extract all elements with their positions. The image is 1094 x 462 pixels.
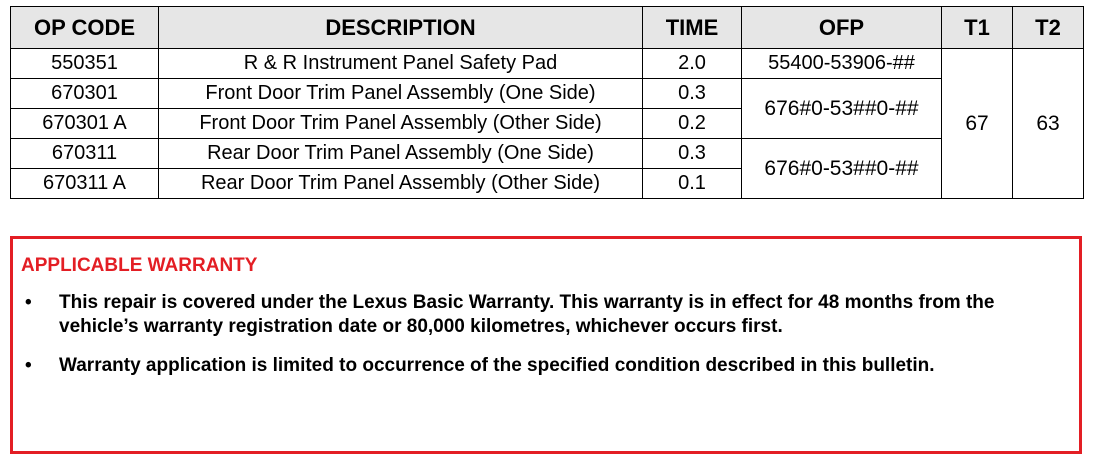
ofp-cell: 55400-53906-## — [742, 49, 942, 79]
ofp-cell: 676#0-53##0-## — [742, 79, 942, 139]
list-item — [13, 291, 1073, 339]
time-cell: 0.2 — [643, 109, 742, 139]
header-t2: T2 — [1013, 7, 1084, 49]
time-cell: 0.3 — [643, 79, 742, 109]
op-code-cell: 670311 — [11, 139, 159, 169]
warranty-list — [13, 291, 1073, 393]
ofp-cell: 676#0-53##0-## — [742, 139, 942, 199]
warranty-item-text: This repair is covered under the Lexus Basic Warranty. This warranty is in effect for 48 months from the vehicle’s warranty registration date or 80,000 kilometres, whichever occurs first. — [59, 292, 995, 337]
header-op-code: OP CODE — [11, 7, 159, 49]
time-cell: 0.1 — [643, 169, 742, 199]
op-code-cell: 550351 — [11, 49, 159, 79]
header-time: TIME — [643, 7, 742, 49]
table-row — [11, 79, 1084, 109]
list-item — [13, 354, 1073, 378]
header-t1: T1 — [942, 7, 1013, 49]
bullet-icon: • — [25, 355, 32, 376]
description-cell: Rear Door Trim Panel Assembly (One Side) — [159, 139, 643, 169]
op-code-cell: 670311 A — [11, 169, 159, 199]
applicable-warranty-box — [10, 236, 1082, 454]
description-cell: Front Door Trim Panel Assembly (One Side) — [159, 79, 643, 109]
header-ofp: OFP — [742, 7, 942, 49]
op-code-cell: 670301 A — [11, 109, 159, 139]
table-row — [11, 139, 1084, 169]
t1-cell: 67 — [942, 49, 1013, 199]
bullet-icon: • — [25, 292, 32, 313]
table-row — [11, 49, 1084, 79]
header-description: DESCRIPTION — [159, 7, 643, 49]
table-header-row — [11, 7, 1084, 49]
op-code-cell: 670301 — [11, 79, 159, 109]
t2-cell: 63 — [1013, 49, 1084, 199]
warranty-item-text: Warranty application is limited to occurrence of the specified condition described in this bulletin. — [59, 355, 935, 376]
warranty-title: APPLICABLE WARRANTY — [21, 255, 258, 276]
time-cell: 2.0 — [643, 49, 742, 79]
time-cell: 0.3 — [643, 139, 742, 169]
description-cell: Front Door Trim Panel Assembly (Other Side) — [159, 109, 643, 139]
description-cell: R & R Instrument Panel Safety Pad — [159, 49, 643, 79]
description-cell: Rear Door Trim Panel Assembly (Other Side) — [159, 169, 643, 199]
op-code-table — [10, 6, 1084, 199]
